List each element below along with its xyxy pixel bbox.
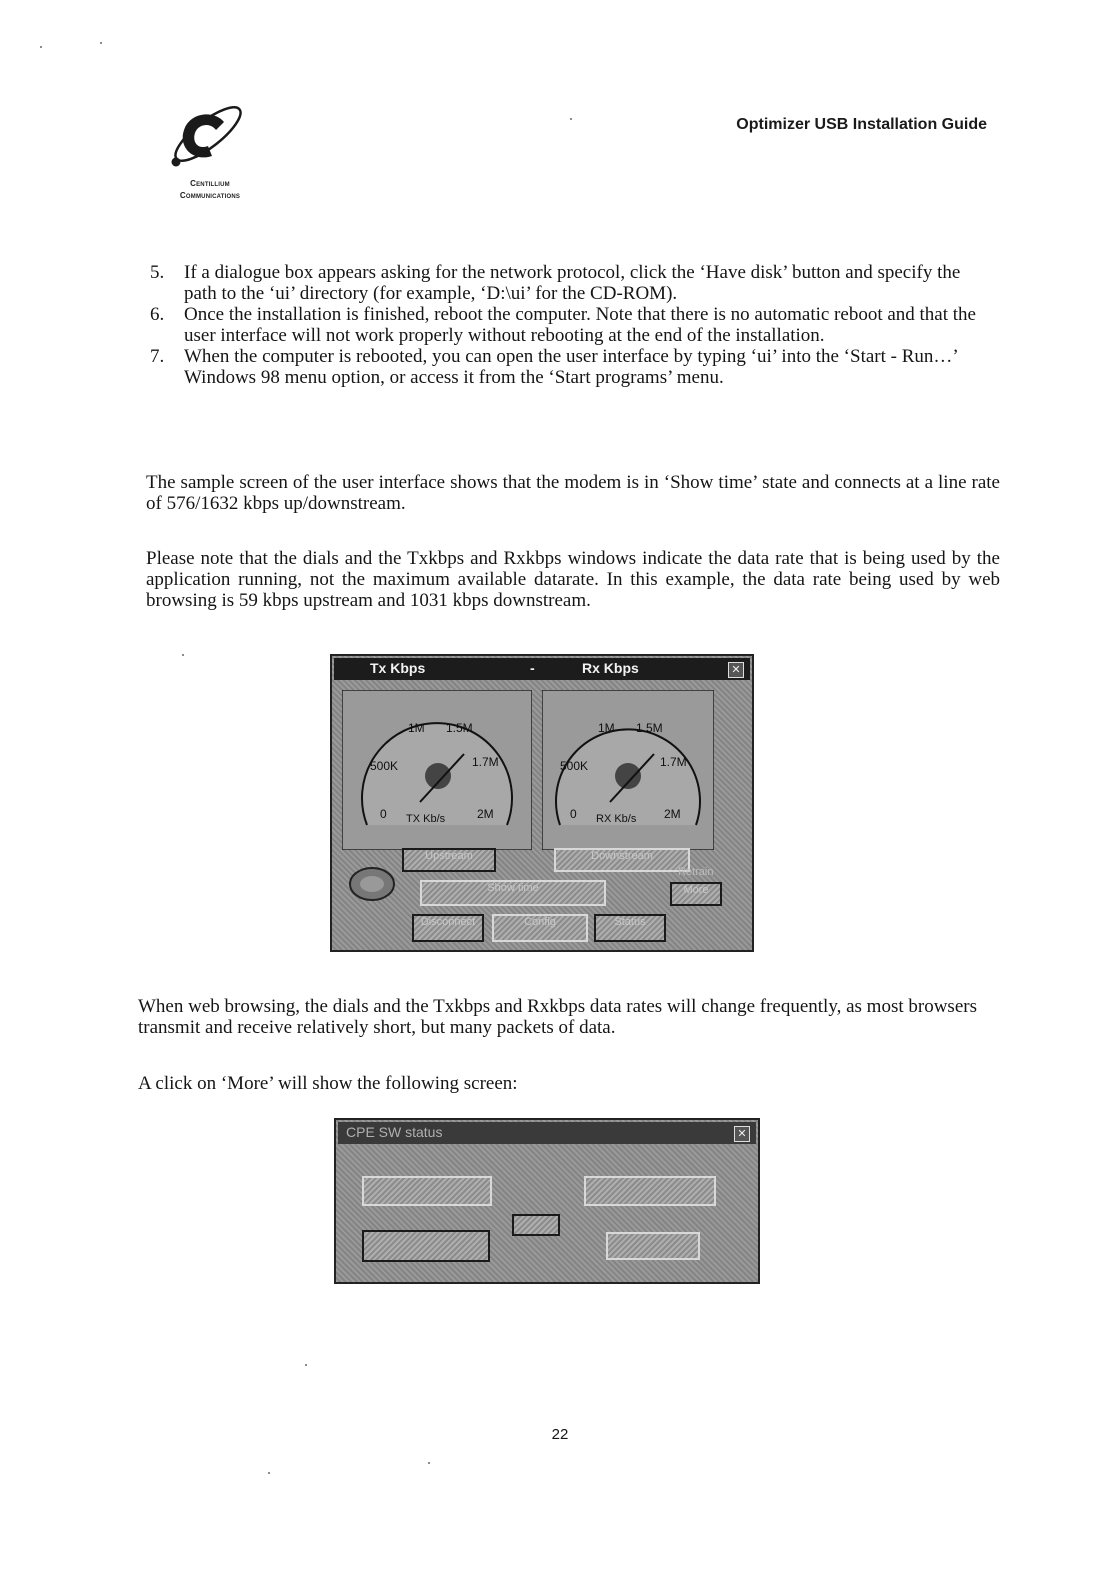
rx-dial-gauge: [542, 690, 714, 850]
config-button[interactable]: [492, 914, 588, 942]
paragraph-click-more: A click on ‘More’ will show the following screen:: [138, 1073, 518, 1094]
step-text: If a dialogue box appears asking for the network protocol, click the ‘Have disk’ button and specify the path to the ‘ui’ directory (for example, ‘D:\ui’ for the CD-ROM).: [184, 262, 961, 304]
scan-speck: [305, 1364, 307, 1366]
more-button[interactable]: [670, 882, 722, 906]
tx-dial-gauge: [342, 690, 532, 850]
step-number: 5.: [150, 262, 165, 283]
rx-tick-0: 0: [570, 807, 577, 821]
tx-kbps-title: Tx Kbps: [370, 660, 426, 676]
step-number: 6.: [150, 304, 165, 325]
paragraph-data-rate: Please note that the dials and the Txkbps and Rxkbps windows indicate the data rate that is being used by the application running, not the maximum available datarate. In this example, the data rate being used by web browsing is 59 kbps upstream and 1031 kbps downstream.: [146, 548, 1000, 611]
rx-unit-label: RX Kb/s: [596, 813, 637, 825]
step-text: When the computer is rebooted, you can open the user interface by typing ‘ui’ into the ‘Start - Run…’ Windows 98 menu option, or access it from the ‘Start programs’ menu.: [184, 346, 958, 388]
rx-tick-15m: 1.5M: [636, 721, 663, 735]
page-number: 22: [551, 1426, 569, 1443]
downstream-label: Downstream: [591, 850, 653, 862]
rx-kbps-title: Rx Kbps: [582, 660, 639, 676]
tx-unit-label: TX Kb/s: [406, 813, 446, 825]
rx-tick-2m: 2M: [664, 807, 681, 821]
rx-tick-1m: 1M: [598, 721, 615, 735]
scan-speck: [268, 1472, 270, 1474]
status-field-right: [584, 1176, 716, 1206]
scan-speck: [428, 1462, 430, 1464]
show-time-label: Show time: [487, 882, 539, 894]
guide-title: Optimizer USB Installation Guide: [736, 116, 987, 133]
company-logo: [150, 104, 270, 208]
scan-speck: [40, 46, 42, 48]
rx-dial-hub: [615, 763, 641, 789]
step-number: 7.: [150, 346, 165, 367]
status-button[interactable]: [594, 914, 666, 942]
close-button[interactable]: [606, 1232, 700, 1260]
modem-status-icon: [346, 860, 402, 906]
disconnect-button[interactable]: [412, 914, 484, 942]
window-titlebar: [334, 658, 750, 680]
tx-tick-0: 0: [380, 807, 387, 821]
disconnect-label: Disconnect: [420, 916, 476, 928]
scan-speck: [182, 654, 184, 656]
scan-speck: [570, 118, 572, 120]
step-item: [146, 262, 986, 304]
close-icon[interactable]: ✕: [734, 1126, 750, 1142]
status-field-left: [362, 1176, 492, 1206]
upstream-label: Upstream: [425, 850, 473, 862]
retrain-label: Retrain: [678, 866, 714, 878]
tx-tick-17m: 1.7M: [472, 755, 499, 769]
company-name-line2: Communications: [179, 191, 241, 200]
paragraph-web-browsing: When web browsing, the dials and the Txkbps and Rxkbps data rates will change frequently, as most browsers transmit and receive relatively short, but many packets of data.: [138, 996, 977, 1038]
centillium-c-logo-icon: [164, 104, 256, 176]
close-icon[interactable]: ✕: [728, 662, 744, 678]
window-titlebar: [338, 1122, 756, 1144]
rx-tick-17m: 1.7M: [660, 755, 687, 769]
step-item: [146, 304, 986, 346]
step-item: [146, 346, 986, 388]
tx-dial-hub: [425, 763, 451, 789]
tx-tick-2m: 2M: [477, 807, 494, 821]
config-label: Config: [524, 916, 556, 928]
paragraph-show-time: The sample screen of the user interface shows that the modem is in ‘Show time’ state and connects at a line rate of 576/1632 kbps up/downstream.: [146, 472, 1000, 514]
cpe-sw-status-title: CPE SW status: [346, 1124, 443, 1140]
tx-tick-500k: 500K: [370, 759, 399, 773]
tx-rx-kbps-window: [330, 654, 754, 952]
title-separator: -: [530, 660, 535, 676]
status-label: Status: [614, 916, 646, 928]
status-field-bottom-left: [362, 1230, 490, 1262]
show-time-status-field: [420, 880, 606, 906]
rx-tick-500k: 500K: [560, 759, 589, 773]
company-name-line1: Centillium: [190, 179, 230, 188]
installation-steps: [146, 262, 986, 388]
upstream-rate-field: [402, 848, 496, 872]
more-label: More: [683, 884, 709, 896]
downstream-rate-field: [554, 848, 690, 872]
tx-tick-1m: 1M: [408, 721, 425, 735]
step-text: Once the installation is finished, reboot the computer. Note that there is no automatic reboot and that the user interface will not work properly without rebooting at the end of the installation.: [184, 304, 976, 346]
ok-button[interactable]: [512, 1214, 560, 1236]
scan-speck: [100, 42, 102, 44]
cpe-sw-status-window: [334, 1118, 760, 1284]
tx-tick-15m: 1.5M: [446, 721, 473, 735]
